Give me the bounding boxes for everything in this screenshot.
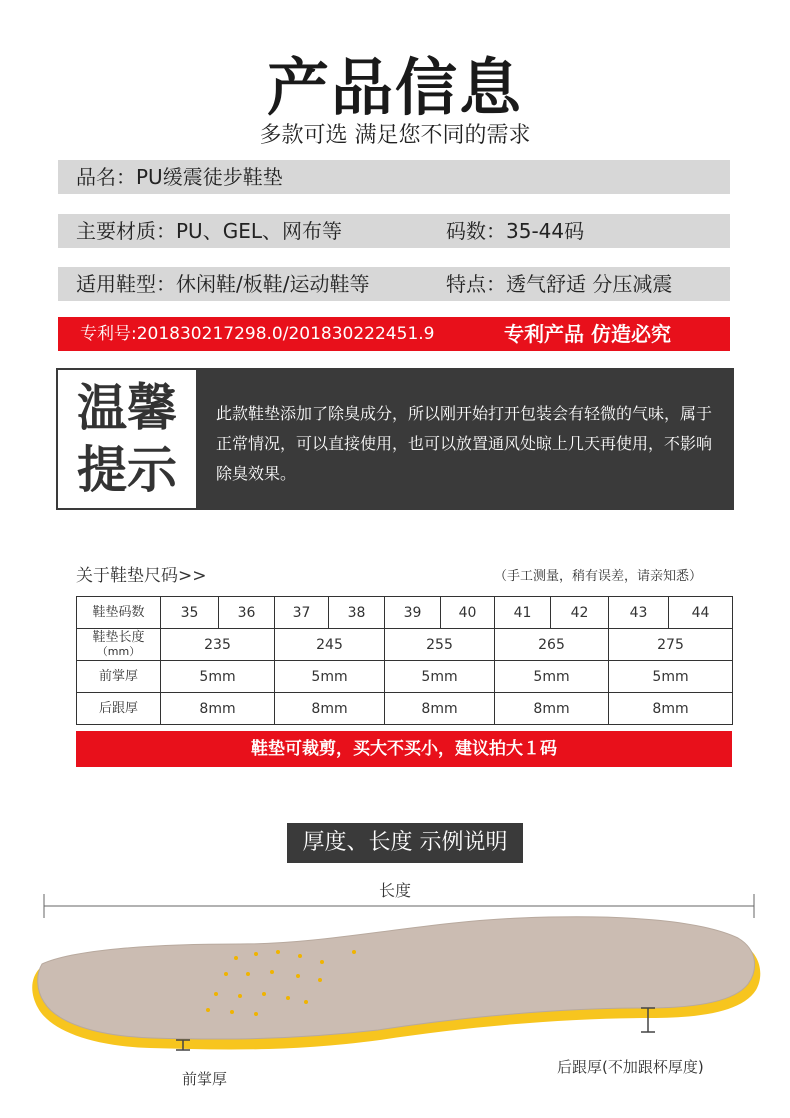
product-name: 品名：PU缓震徒步鞋垫 xyxy=(76,165,283,189)
size-section-heading: 关于鞋垫尺码>> xyxy=(76,566,207,586)
tip-label-line1: 温馨 xyxy=(77,379,177,437)
length-dimension-line xyxy=(44,894,754,918)
length-cell: 255 xyxy=(385,629,495,661)
forefoot-cell: 5mm xyxy=(385,661,495,693)
forefoot-row xyxy=(77,661,733,693)
forefoot-thickness-label: 前掌厚 xyxy=(182,1070,228,1088)
size-cell: 41 xyxy=(495,597,551,629)
page-subtitle: 多款可选 满足您不同的需求 xyxy=(259,123,531,148)
info-row-material xyxy=(58,214,730,248)
patent-number: 专利号:201830217298.0/201830222451.9 xyxy=(80,324,435,344)
patent-badge: 专利产品 仿造必究 xyxy=(504,322,671,346)
length-cell: 245 xyxy=(275,629,385,661)
size-cell: 40 xyxy=(441,597,495,629)
heel-row xyxy=(77,693,733,725)
product-size-range: 码数：35-44码 xyxy=(446,219,585,243)
heel-cell: 8mm xyxy=(609,693,733,725)
page-title: 产品信息 xyxy=(266,51,523,124)
patent-bar xyxy=(58,317,730,351)
heel-cell: 8mm xyxy=(385,693,495,725)
size-section-note: （手工测量，稍有误差，请亲知悉） xyxy=(494,569,703,584)
size-cell: 39 xyxy=(385,597,441,629)
size-cell: 42 xyxy=(551,597,609,629)
length-unit: （mm） xyxy=(96,644,141,658)
forefoot-cell: 5mm xyxy=(161,661,275,693)
row-label-forefoot: 前掌厚 xyxy=(77,661,161,693)
insole-top-layer xyxy=(38,917,755,1039)
size-advice: 鞋垫可裁剪，买大不买小，建议拍大１码 xyxy=(76,731,732,767)
tip-label-line2: 提示 xyxy=(77,441,177,499)
size-cell: 35 xyxy=(161,597,219,629)
product-feature: 特点：透气舒适 分压减震 xyxy=(446,272,673,296)
heel-cell: 8mm xyxy=(495,693,609,725)
row-label-length xyxy=(77,629,161,661)
heel-thickness-label: 后跟厚(不加跟杯厚度) xyxy=(557,1058,704,1076)
forefoot-cell: 5mm xyxy=(275,661,385,693)
length-cell: 275 xyxy=(609,629,733,661)
tip-text: 此款鞋垫添加了除臭成分，所以刚开始打开包装会有轻微的气味，属于正常情况，可以直接使用，也可以放置通风处晾上几天再使用，不影响除臭效果。 xyxy=(216,404,713,483)
row-label-heel: 后跟厚 xyxy=(77,693,161,725)
size-table xyxy=(76,596,733,725)
row-label-size: 鞋垫码数 xyxy=(77,597,161,629)
heel-cell: 8mm xyxy=(161,693,275,725)
size-cell: 38 xyxy=(329,597,385,629)
size-cell: 37 xyxy=(275,597,329,629)
demo-title: 厚度、长度 示例说明 xyxy=(287,823,523,863)
info-row-name xyxy=(58,160,730,194)
heel-cell: 8mm xyxy=(275,693,385,725)
length-cell: 265 xyxy=(495,629,609,661)
forefoot-cell: 5mm xyxy=(609,661,733,693)
product-shoe-type: 适用鞋型：休闲鞋/板鞋/运动鞋等 xyxy=(76,272,370,296)
length-dimension-label: 长度 xyxy=(378,881,411,900)
size-cell: 43 xyxy=(609,597,669,629)
length-label: 鞋垫长度 xyxy=(92,629,145,645)
length-row xyxy=(77,629,733,661)
size-cell: 44 xyxy=(669,597,733,629)
insole-illustration xyxy=(0,890,790,1118)
size-row xyxy=(77,597,733,629)
product-material: 主要材质：PU、GEL、网布等 xyxy=(76,219,342,243)
size-cell: 36 xyxy=(219,597,275,629)
length-cell: 235 xyxy=(161,629,275,661)
info-row-type xyxy=(58,267,730,301)
tip-label xyxy=(58,370,196,508)
forefoot-cell: 5mm xyxy=(495,661,609,693)
